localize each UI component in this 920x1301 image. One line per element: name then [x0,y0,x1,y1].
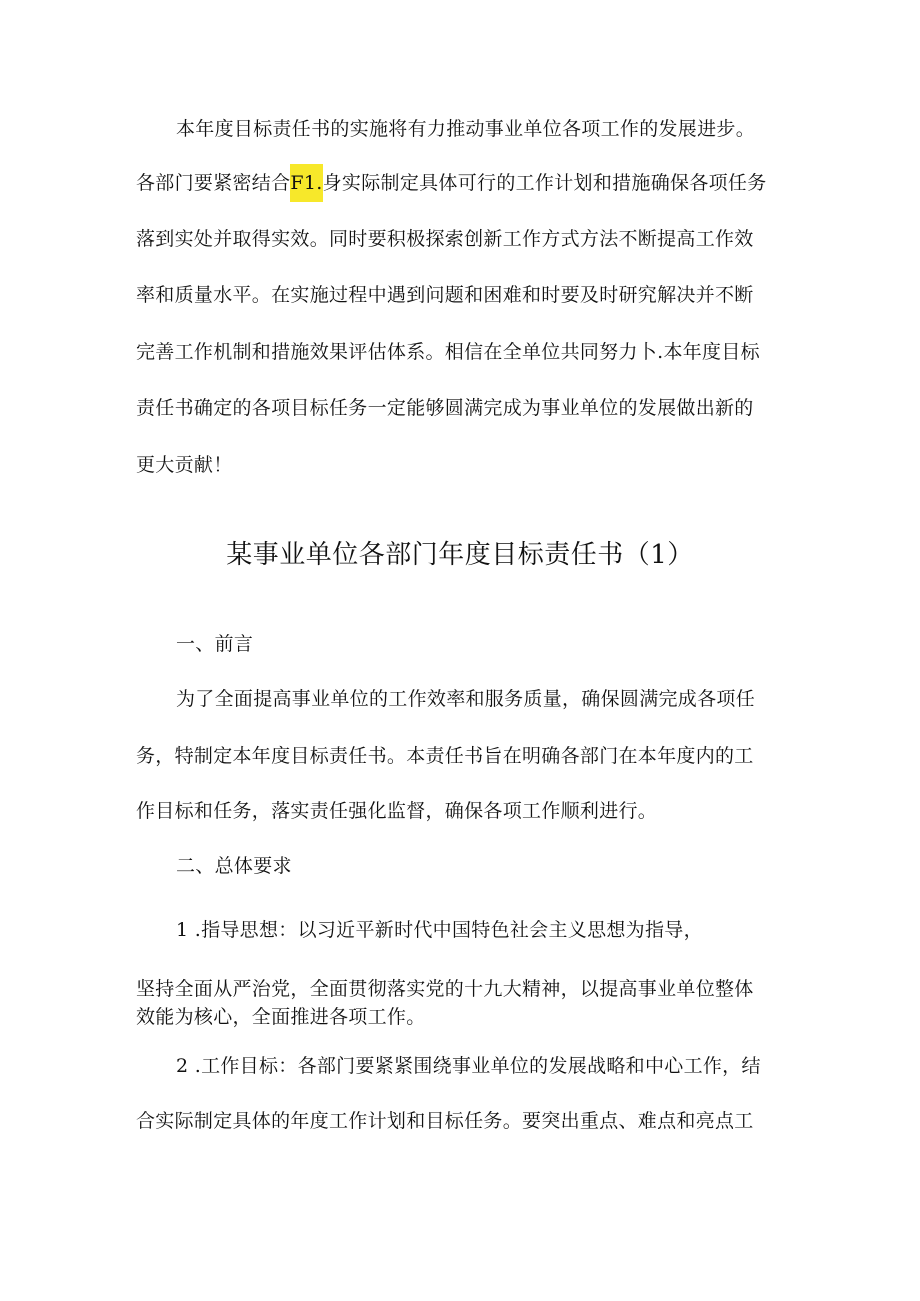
item2-line-1: 2 .工作目标：各部门要紧紧围绕事业单位的发展战略和中心工作，结 [176,1055,761,1077]
item1-line-3: 效能为核心，全面推进各项工作。 [136,1006,426,1028]
intro-line-4: 率和质量水平。在实施过程中遇到问题和困难和时要及时研究解决并不断 [136,284,754,306]
section-heading-foreword: 一、前言 [176,633,254,655]
intro-line-7: 更大贡献！ [136,454,233,476]
intro-line-2-rest: 身实际制定具体可行的工作计划和措施确保各项任务 [322,172,767,194]
section1-line-2: 务，特制定本年度目标责任书。本责任书旨在明确各部门在本年度内的工 [136,745,754,767]
section-heading-general-requirements: 二、总体要求 [176,855,292,877]
highlighted-text: F1. [290,164,322,202]
section1-line-3: 作目标和任务，落实责任强化监督，确保各项工作顺利进行。 [136,800,658,822]
intro-line-1: 本年度目标责任书的实施将有力推动事业单位各项工作的发展进步。 [176,118,756,140]
intro-line-3: 落到实处并取得实效。同时要积极探索创新工作方式方法不断提高工作效 [136,228,754,250]
item1-line-1: 1 .指导思想：以习近平新时代中国特色社会主义思想为指导， [176,919,703,941]
intro-line-2-prefix: 各部门要紧密结合 [136,172,291,194]
section1-line-1: 为了全面提高事业单位的工作效率和服务质量，确保圆满完成各项任 [176,688,756,710]
item2-line-2: 合实际制定具体的年度工作计划和目标任务。要突出重点、难点和亮点工 [136,1110,754,1132]
document-title: 某事业单位各部门年度目标责任书（1） [226,540,694,570]
intro-line-6: 责任书确定的各项目标任务一定能够圆满完成为事业单位的发展做出新的 [136,397,754,419]
item1-line-2: 坚持全面从严治党，全面贯彻落实党的十九大精神，以提高事业单位整体 [136,978,754,1000]
intro-line-2 [136,172,796,194]
intro-line-5: 完善工作机制和措施效果评估体系。相信在全单位共同努力卜.本年度目标 [136,341,760,363]
